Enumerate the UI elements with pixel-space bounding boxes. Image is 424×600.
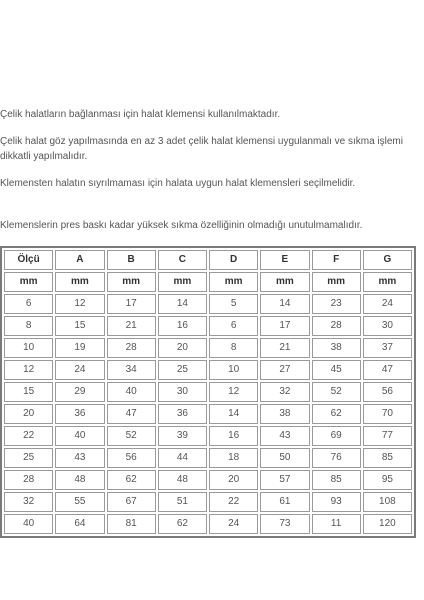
- table-cell: 69: [312, 426, 361, 446]
- table-row: [4, 470, 412, 490]
- table-units-row: [4, 272, 412, 292]
- unit-cell: mm: [107, 272, 156, 292]
- table-cell: 56: [363, 382, 412, 402]
- unit-cell: mm: [4, 272, 53, 292]
- table-cell: 61: [260, 492, 309, 512]
- unit-cell: mm: [55, 272, 104, 292]
- table-cell: 14: [260, 294, 309, 314]
- table-cell: 16: [158, 316, 207, 336]
- table-cell: 76: [312, 448, 361, 468]
- table-cell: 18: [209, 448, 258, 468]
- table-row: [4, 294, 412, 314]
- table-cell: 77: [363, 426, 412, 446]
- table-cell: 52: [107, 426, 156, 446]
- table-cell: 73: [260, 514, 309, 534]
- table-cell: 14: [209, 404, 258, 424]
- table-cell: 24: [55, 360, 104, 380]
- table-cell: 6: [4, 294, 53, 314]
- header-cell: E: [260, 250, 309, 270]
- table-cell: 32: [260, 382, 309, 402]
- table-cell: 20: [158, 338, 207, 358]
- table-cell: 64: [55, 514, 104, 534]
- table-cell: 43: [55, 448, 104, 468]
- table-cell: 20: [4, 404, 53, 424]
- paragraph-eye-splice: Çelik halat göz yapılmasında en az 3 adet çelik halat klemensi uygulanmalı ve sıkma işlemi dikkatli yapılmalıdır.: [0, 136, 403, 162]
- table-cell: 30: [158, 382, 207, 402]
- table-cell: 81: [107, 514, 156, 534]
- table-cell: 16: [209, 426, 258, 446]
- paragraph-intro: Çelik halatların bağlanması için halat klemensi kullanılmaktadır.: [0, 109, 281, 120]
- table-cell: 21: [260, 338, 309, 358]
- table-cell: 37: [363, 338, 412, 358]
- table-cell: 20: [209, 470, 258, 490]
- table-cell: 5: [209, 294, 258, 314]
- table-cell: 22: [4, 426, 53, 446]
- table-cell: 24: [209, 514, 258, 534]
- unit-cell: mm: [260, 272, 309, 292]
- header-cell: B: [107, 250, 156, 270]
- paragraph-press-warning: Klemenslerin pres baskı kadar yüksek sıkma özelliğinin olmadığı unutulmamalıdır.: [0, 220, 363, 231]
- table-row: [4, 426, 412, 446]
- table-cell: 10: [4, 338, 53, 358]
- table-cell: 57: [260, 470, 309, 490]
- table-cell: 45: [312, 360, 361, 380]
- table-cell: 50: [260, 448, 309, 468]
- table-cell: 21: [107, 316, 156, 336]
- table-cell: 55: [55, 492, 104, 512]
- table-row: [4, 404, 412, 424]
- table-cell: 25: [4, 448, 53, 468]
- table-cell: 43: [260, 426, 309, 446]
- table-cell: 95: [363, 470, 412, 490]
- table-body: [4, 294, 412, 534]
- table-cell: 62: [107, 470, 156, 490]
- table-cell: 120: [363, 514, 412, 534]
- table-cell: 67: [107, 492, 156, 512]
- table-cell: 28: [312, 316, 361, 336]
- table-cell: 62: [158, 514, 207, 534]
- table-cell: 14: [158, 294, 207, 314]
- table-cell: 10: [209, 360, 258, 380]
- table-cell: 47: [363, 360, 412, 380]
- table-cell: 29: [55, 382, 104, 402]
- table-cell: 48: [55, 470, 104, 490]
- table-cell: 56: [107, 448, 156, 468]
- table-cell: 12: [209, 382, 258, 402]
- table-cell: 52: [312, 382, 361, 402]
- table-cell: 8: [209, 338, 258, 358]
- unit-cell: mm: [158, 272, 207, 292]
- table-cell: 38: [260, 404, 309, 424]
- table-cell: 108: [363, 492, 412, 512]
- table-cell: 22: [209, 492, 258, 512]
- table-row: [4, 338, 412, 358]
- table-cell: 6: [209, 316, 258, 336]
- table-row: [4, 514, 412, 534]
- table-cell: 15: [4, 382, 53, 402]
- header-cell: A: [55, 250, 104, 270]
- table-cell: 36: [158, 404, 207, 424]
- table-cell: 38: [312, 338, 361, 358]
- table-cell: 62: [312, 404, 361, 424]
- table-cell: 40: [4, 514, 53, 534]
- unit-cell: mm: [363, 272, 412, 292]
- table-row: [4, 448, 412, 468]
- table-row: [4, 492, 412, 512]
- header-cell: C: [158, 250, 207, 270]
- table-cell: 70: [363, 404, 412, 424]
- table-cell: 40: [55, 426, 104, 446]
- table-cell: 17: [260, 316, 309, 336]
- table-cell: 48: [158, 470, 207, 490]
- table-cell: 39: [158, 426, 207, 446]
- table-cell: 19: [55, 338, 104, 358]
- table-cell: 15: [55, 316, 104, 336]
- table-cell: 12: [55, 294, 104, 314]
- dimension-table-container: [0, 246, 416, 529]
- table-cell: 34: [107, 360, 156, 380]
- unit-cell: mm: [209, 272, 258, 292]
- unit-cell: mm: [312, 272, 361, 292]
- header-cell: G: [363, 250, 412, 270]
- table-cell: 44: [158, 448, 207, 468]
- dimension-table: [0, 246, 416, 538]
- table-cell: 25: [158, 360, 207, 380]
- header-cell: F: [312, 250, 361, 270]
- table-cell: 24: [363, 294, 412, 314]
- header-cell: D: [209, 250, 258, 270]
- table-cell: 11: [312, 514, 361, 534]
- table-cell: 28: [107, 338, 156, 358]
- table-cell: 12: [4, 360, 53, 380]
- table-cell: 27: [260, 360, 309, 380]
- table-row: [4, 316, 412, 336]
- table-cell: 40: [107, 382, 156, 402]
- table-cell: 23: [312, 294, 361, 314]
- table-header-row: [4, 250, 412, 270]
- table-cell: 93: [312, 492, 361, 512]
- table-row: [4, 382, 412, 402]
- table-cell: 47: [107, 404, 156, 424]
- table-row: [4, 360, 412, 380]
- header-cell: Ölçü: [4, 250, 53, 270]
- table-cell: 36: [55, 404, 104, 424]
- table-cell: 8: [4, 316, 53, 336]
- table-cell: 85: [312, 470, 361, 490]
- table-cell: 17: [107, 294, 156, 314]
- table-cell: 51: [158, 492, 207, 512]
- paragraph-clamp-selection: Klemensten halatın sıyrılmaması için halata uygun halat klemensleri seçilmelidir.: [0, 178, 356, 189]
- table-cell: 30: [363, 316, 412, 336]
- table-cell: 32: [4, 492, 53, 512]
- table-cell: 85: [363, 448, 412, 468]
- table-cell: 28: [4, 470, 53, 490]
